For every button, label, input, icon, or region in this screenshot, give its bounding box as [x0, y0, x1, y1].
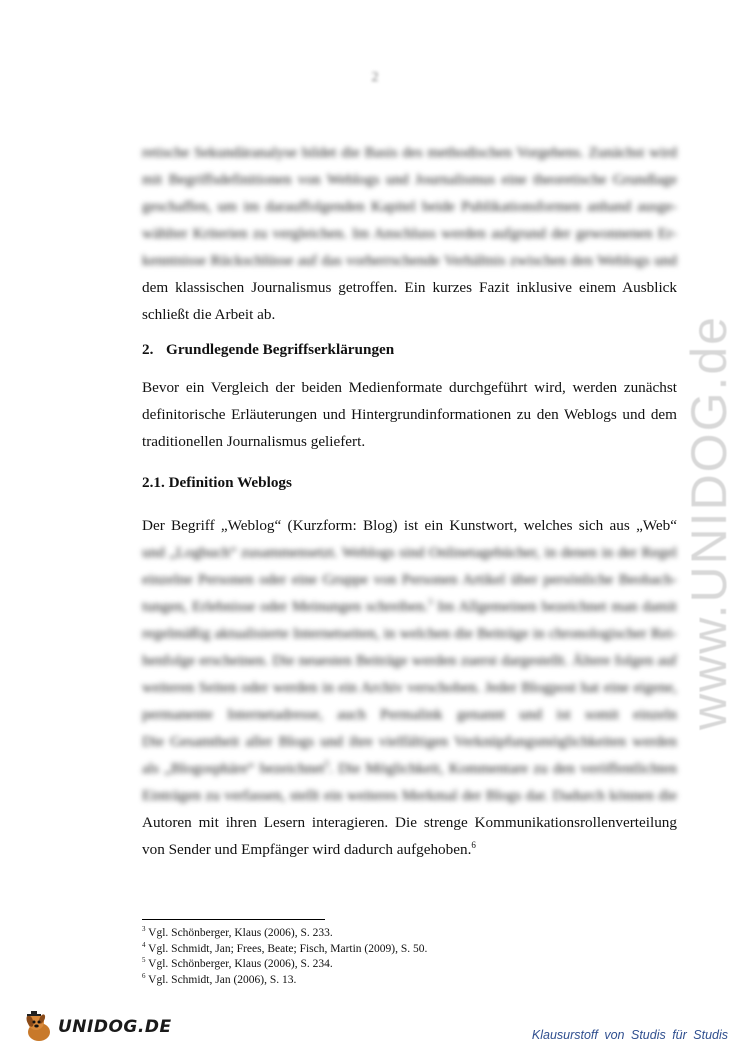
watermark-text: www.UNIDOG.de	[681, 315, 737, 730]
footnote-item	[142, 957, 662, 973]
section-2-paragraph	[142, 374, 677, 455]
section-2-1-paragraph	[142, 512, 677, 863]
footnote-text: Vgl. Schmidt, Jan (2006), S. 13.	[148, 973, 297, 986]
section-2-1-blurred-line-8: Die Gesamtheit aller Blogs und ihre vielfältigen Verknüpfungsmöglichkeiten werden	[142, 733, 677, 750]
blurred-line-7-text: permanente Internetadresse, auch Permalink genannt und ist somit einzeln	[142, 706, 677, 723]
section-2-heading	[142, 341, 394, 359]
footnotes-list	[142, 926, 662, 988]
page-number: 2	[371, 70, 379, 85]
footnote-item	[142, 926, 662, 942]
footnote-number: 6	[142, 971, 146, 980]
footnote-text: Vgl. Schönberger, Klaus (2006), S. 234.	[148, 958, 333, 970]
footnote-ref-6: 6	[471, 839, 476, 850]
footnote-text: Vgl. Schönberger, Klaus (2006), S. 233.	[148, 927, 333, 939]
intro-blurred-line-5: kenntnisse Rückschlüsse auf das vorherrschende Verhältnis zwischen den Weblogs und	[142, 252, 677, 269]
section-2-1-heading: 2.1. Definition Weblogs	[142, 474, 292, 491]
intro-blurred-line-2: mit Begriffsdefinitionen von Weblogs und Journalismus eine theoretische Grundlage	[142, 171, 677, 188]
intro-blurred-line-4: wählter Kriterien zu vergleichen. Im Anschluss werden aufgrund der gewonnenen Er-	[142, 225, 677, 242]
footnote-divider	[142, 919, 325, 920]
dog-mascot-icon	[22, 1010, 56, 1044]
footnote-ref-5: 5	[324, 758, 330, 769]
logo-text: UNIDOG.DE	[58, 1017, 172, 1037]
section-2-1-blurred-line-10: Einträgen zu verfassen, stellt ein weiteres Merkmal der Blogs dar. Dadurch können die	[142, 787, 677, 804]
footer-tagline: Klausurstoff von Studis für Studis	[531, 1028, 728, 1042]
blurred-line-9-cont: . Die Möglichkeit, Kommentare zu den veröffentlichten	[329, 760, 677, 777]
footnote-ref-3: 3	[428, 596, 433, 607]
blurred-line-9-text: als „Blogosphäre“ bezeichnet	[142, 760, 325, 777]
section-2-1-blurred-line-7	[142, 701, 677, 728]
blurred-line-3-cont: Im Allgemeinen bezeichnet man damit	[432, 598, 677, 615]
section-2-title: Grundlegende Begriffserklärungen	[166, 341, 395, 358]
section-2-1-blurred-line-3	[142, 593, 677, 620]
footnote-item	[142, 973, 662, 989]
section-2-line-2: definitorische Erläuterungen und Hintergrundinformationen zu den Weblogs und dem	[142, 406, 677, 423]
section-2-1-blurred-line-4: regelmäßig aktualisierte Internetseiten, in welchen die Beiträge in chronologischer Rei-	[142, 625, 677, 642]
blurred-line-3-text: tungen, Erlebnisse oder Meinungen schreiben.	[142, 598, 429, 615]
section-2-1-blurred-line-9	[142, 755, 677, 782]
footnote-number: 4	[142, 940, 146, 949]
footnote-item	[142, 942, 662, 958]
intro-blurred-line-3: geschaffen, um im darauffolgenden Kapitel beide Publikationsformen anhand ausge-	[142, 198, 677, 215]
intro-blurred-line-1: retische Sekundäranalyse bildet die Basis des methodischen Vorgehens. Zunächst wird	[142, 144, 677, 161]
intro-line-2: schließt die Arbeit ab.	[142, 306, 276, 323]
section-2-number: 2.	[142, 341, 154, 358]
intro-paragraph	[142, 139, 677, 328]
section-2-1-blurred-line-5: henfolge erscheinen. Die neuesten Beiträge werden zuerst dargestellt. Ältere folgen auf	[142, 652, 677, 669]
unidog-logo[interactable]	[22, 1010, 172, 1044]
watermark	[620, 290, 750, 830]
section-2-line-1: Bevor ein Vergleich der beiden Medienformate durchgeführt wird, werden zunächst	[142, 379, 677, 396]
section-2-1-line-1: Autoren mit ihren Lesern interagieren. Die strenge Kommunikationsrollenverteilung	[142, 814, 677, 831]
footnote-number: 3	[142, 925, 146, 934]
section-2-1-line-2	[142, 836, 677, 863]
section-2-1-line-2-text: von Sender und Empfänger wird dadurch aufgehoben.	[142, 841, 472, 858]
section-2-1-blurred-line-1: und „Logbuch“ zusammensetzt. Weblogs sind Onlinetagebücher, in denen in der Regel	[142, 544, 677, 561]
section-2-1-first-line: Der Begriff „Weblog“ (Kurzform: Blog) ist ein Kunstwort, welches sich aus „Web“	[142, 517, 677, 534]
footnote-text: Vgl. Schmidt, Jan; Frees, Beate; Fisch, Martin (2009), S. 50.	[148, 942, 428, 955]
intro-line-1: dem klassischen Journalismus getroffen. Ein kurzes Fazit inklusive einem Ausblick	[142, 279, 677, 296]
section-2-1-blurred-line-2: einzelne Personen oder eine Gruppe von Personen Artikel über persönliche Beobach-	[142, 571, 677, 588]
section-2-line-3: traditionellen Journalismus geliefert.	[142, 433, 366, 450]
section-2-1-blurred-line-6: weiteren Seiten oder werden in ein Archiv verschoben. Jeder Blogpost hat eine eigene,	[142, 679, 677, 696]
footnote-number: 5	[142, 956, 146, 965]
